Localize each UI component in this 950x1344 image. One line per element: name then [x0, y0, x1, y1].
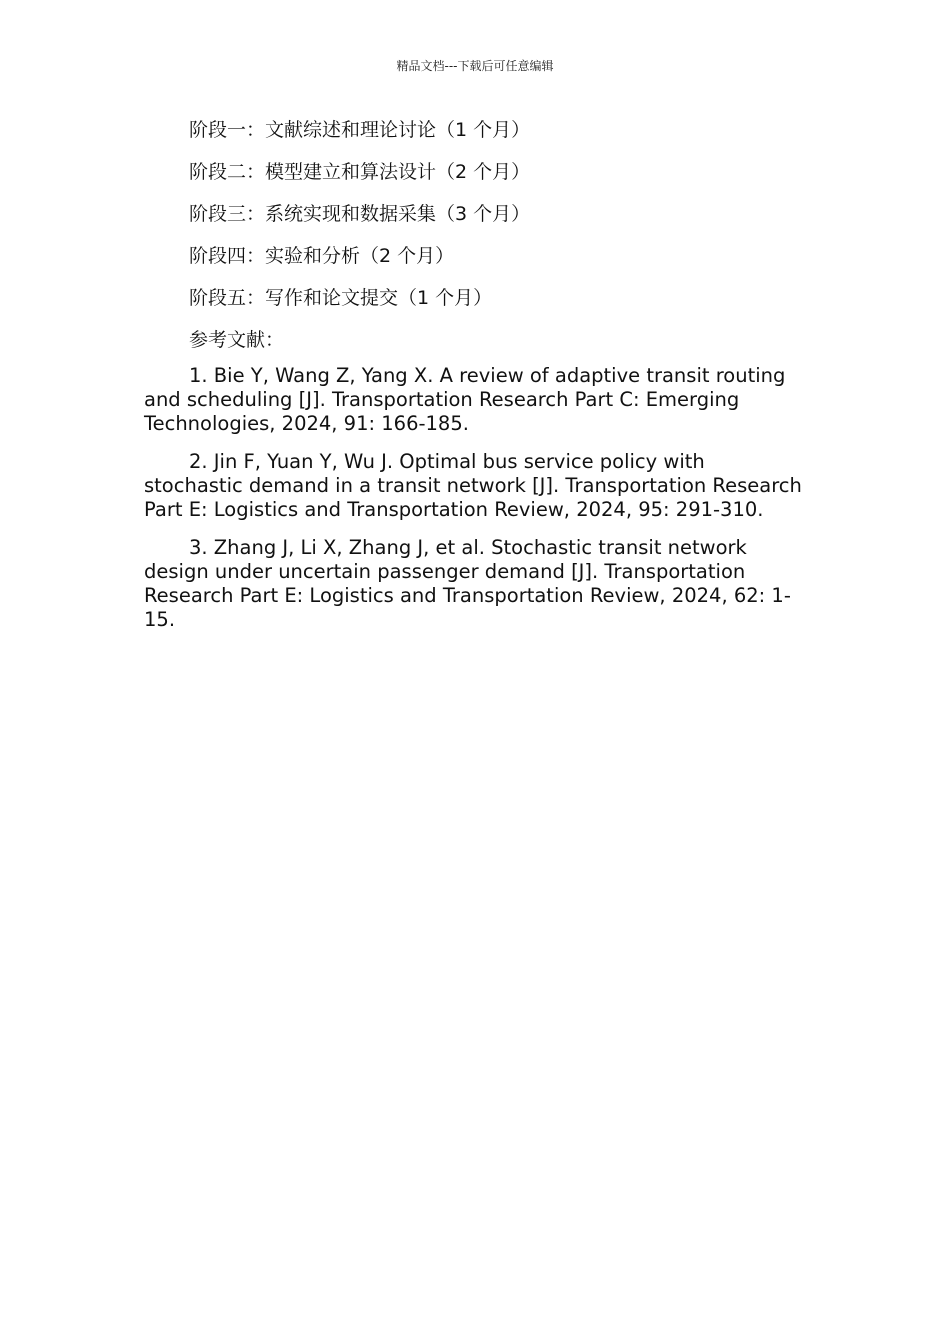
- reference-item-3: 3. Zhang J, Li X, Zhang J, et al. Stochastic transit network design under uncertain passenger demand [J]. Transportation Research Part E: Logistics and Transportation Review, 2024, 62: 1-15.: [144, 536, 791, 631]
- stage-1: 阶段一：文献综述和理论讨论（1 个月）: [189, 119, 531, 141]
- reference-item-2: 2. Jin F, Yuan Y, Wu J. Optimal bus service policy with stochastic demand in a transit network [J]. Transportation Research Part E: Logistics and Transportation Review, 2024, 95: 291-310.: [144, 450, 802, 521]
- stage-4: 阶段四：实验和分析（2 个月）: [189, 245, 455, 267]
- page-header: 精品文档---下载后可任意编辑: [396, 59, 554, 73]
- stage-2: 阶段二：模型建立和算法设计（2 个月）: [189, 161, 531, 183]
- reference-item-1: 1. Bie Y, Wang Z, Yang X. A review of adaptive transit routing and scheduling [J]. Transportation Research Part C: Emerging Technologies, 2024, 91: 166-185.: [144, 364, 786, 435]
- document-body: [144, 116, 804, 646]
- stage-3: 阶段三：系统实现和数据采集（3 个月）: [189, 203, 531, 225]
- references-heading: 参考文献：: [189, 329, 285, 351]
- stage-5: 阶段五：写作和论文提交（1 个月）: [189, 287, 493, 309]
